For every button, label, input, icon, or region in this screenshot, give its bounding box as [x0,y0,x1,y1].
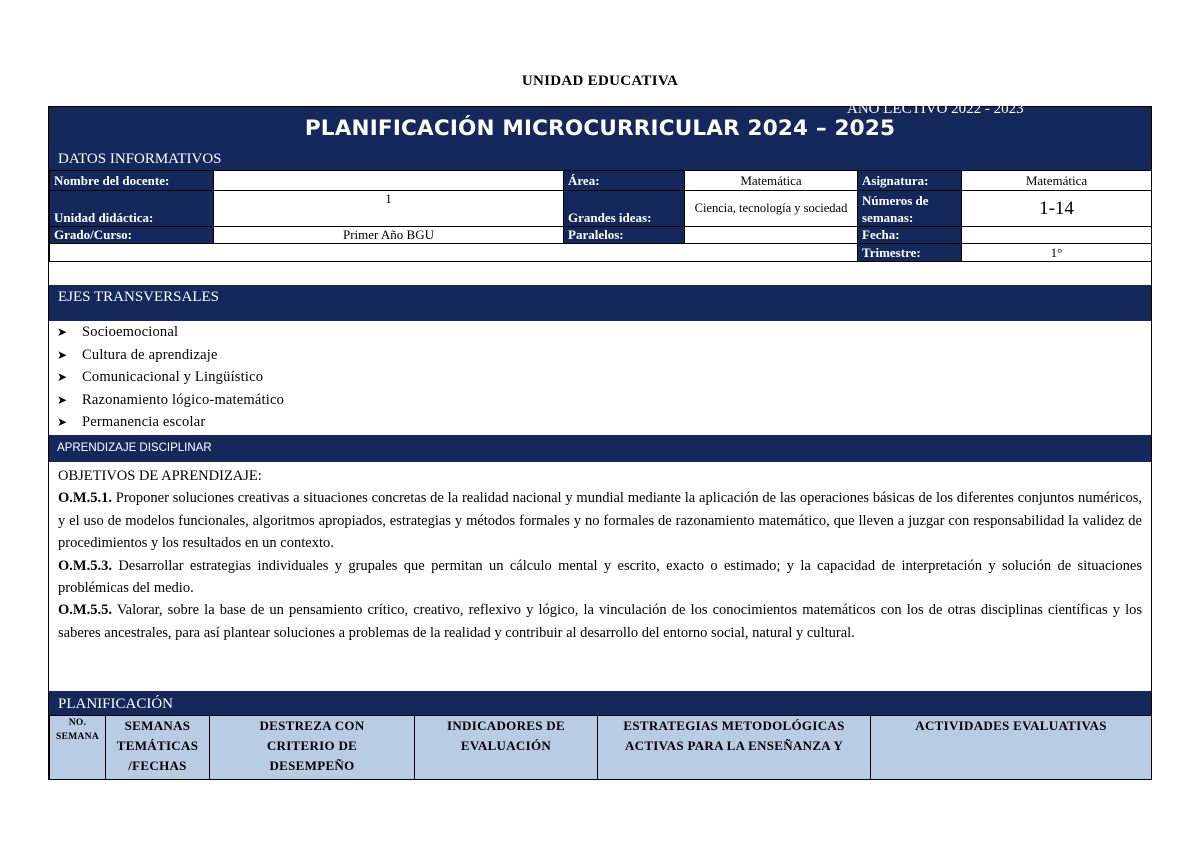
objective-code: O.M.5.5. [58,602,112,619]
asignatura-label: Asignatura: [858,171,962,191]
arrow-bullet-icon: ➤ [57,415,68,430]
semanas-label: Números de semanas: [858,191,962,227]
objective-item [58,599,1142,644]
section-ejes-transversales: EJES TRANSVERSALES [49,285,1151,321]
learning-objectives [49,462,1151,644]
column-header-semana: NO. SEMANA [50,716,106,780]
list-item: ➤ Comunicacional y Lingüístico [49,366,1151,389]
docente-field[interactable] [214,171,564,191]
trimestre-field[interactable]: 1° [962,244,1152,262]
school-year-label: AÑO LECTIVO 2022 - 2023 [847,101,1024,117]
objective-code: O.M.5.3. [58,557,112,574]
page-title: PLANIFICACIÓN MICROCURRICULAR 2024 – 2025 [304,116,896,141]
unidad-label: Unidad didáctica: [50,191,214,227]
school-name: UNIDAD EDUCATIVA [521,73,679,89]
semanas-field[interactable]: 1-14 [962,191,1152,227]
list-item: ➤ Cultura de aprendizaje [49,344,1151,367]
title-bar [49,101,1151,148]
objective-item [58,487,1142,554]
list-item: ➤ Socioemocional [49,321,1151,344]
column-header-tematicas: SEMANAS TEMÁTICAS /FECHAS [106,716,210,780]
objectives-heading: OBJETIVOS DE APRENDIZAJE: [58,468,262,484]
grandes-ideas-label: Grandes ideas: [564,191,685,227]
objective-code: O.M.5.1. [58,490,112,507]
ejes-list [49,321,1151,434]
objective-item [58,555,1142,600]
objective-text: Desarrollar estrategias individuales y grupales que permitan un cálculo mental y escrito, exacto o estimado; y la capacidad de interpretación y solución de situaciones problémicas del medio. [58,557,1142,597]
grandes-ideas-field[interactable]: Ciencia, tecnología y sociedad [685,191,858,227]
list-item: ➤ Razonamiento lógico-matemático [49,389,1151,412]
asignatura-field[interactable]: Matemática [962,171,1152,191]
column-header-estrategias: ESTRATEGIAS METODOLÓGICAS ACTIVAS PARA LA ENSEÑANZA Y [598,716,871,780]
arrow-bullet-icon: ➤ [57,370,68,385]
grado-label: Grado/Curso: [50,227,214,244]
column-header-indicadores: INDICADORES DE EVALUACIÓN [415,716,598,780]
area-field[interactable]: Matemática [685,171,858,191]
unidad-field[interactable]: 1 [214,191,564,227]
paralelos-field[interactable] [685,227,858,244]
objective-text: Proponer soluciones creativas a situaciones concretas de la realidad nacional y mundial mediante la aplicación de las operaciones básicas de los diferentes conjuntos numéricos, y el uso de modelos funcionales, algoritmos apropiados, estrategias y métodos formales y no formales de razonamiento matemático, que lleven a juzgar con responsabilidad la validez de procedimientos y los resultados en un contexto. [58,490,1142,552]
area-label: Área: [564,171,685,191]
trimestre-label: Trimestre: [858,244,962,262]
docente-label: Nombre del docente: [50,171,214,191]
section-datos-informativos: DATOS INFORMATIVOS [49,148,1151,170]
planning-document [48,101,1152,780]
section-planificacion: PLANIFICACIÓN [49,691,1151,715]
paralelos-label: Paralelos: [564,227,685,244]
fecha-field[interactable] [962,227,1152,244]
info-table [49,170,1152,262]
column-header-actividades: ACTIVIDADES EVALUATIVAS [871,716,1152,780]
fecha-label: Fecha: [858,227,962,244]
grado-field[interactable]: Primer Año BGU [214,227,564,244]
blank-row-cell [50,244,858,262]
arrow-bullet-icon: ➤ [57,392,68,407]
arrow-bullet-icon: ➤ [57,347,68,362]
planning-table-header [49,715,1152,780]
column-header-destreza: DESTREZA CON CRITERIO DE DESEMPEÑO [210,716,415,780]
section-aprendizaje-disciplinar: APRENDIZAJE DISCIPLINAR [49,435,1151,462]
list-item: ➤ Permanencia escolar [49,411,1151,434]
objective-text: Valorar, sobre la base de un pensamiento crítico, creativo, reflexivo y lógico, la vinculación de los conocimientos matemáticos con los de otras disciplinas científicas y los saberes ancestrales, para así plantear soluciones a problemas de la realidad y contribuir al desarrollo del entorno social, natural y cultural. [58,602,1142,641]
arrow-bullet-icon: ➤ [57,325,68,339]
